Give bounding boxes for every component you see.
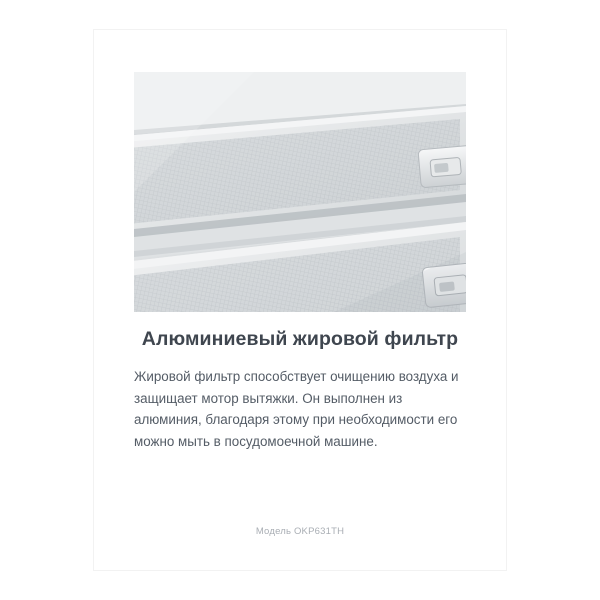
filter-photo <box>134 72 466 312</box>
card-body-text: Жировой фильтр способствует очищению воздуха и защищает мотор вытяжки. Он выполнен из алюминия, благодаря этому при необходимости его можно мыть в посудомоечной машине. <box>134 369 459 450</box>
card-title: Алюминиевый жировой фильтр <box>141 328 459 350</box>
model-label: Модель OKP631TH <box>255 526 345 537</box>
filter-photo-illustration <box>134 72 466 312</box>
product-card <box>94 30 506 570</box>
